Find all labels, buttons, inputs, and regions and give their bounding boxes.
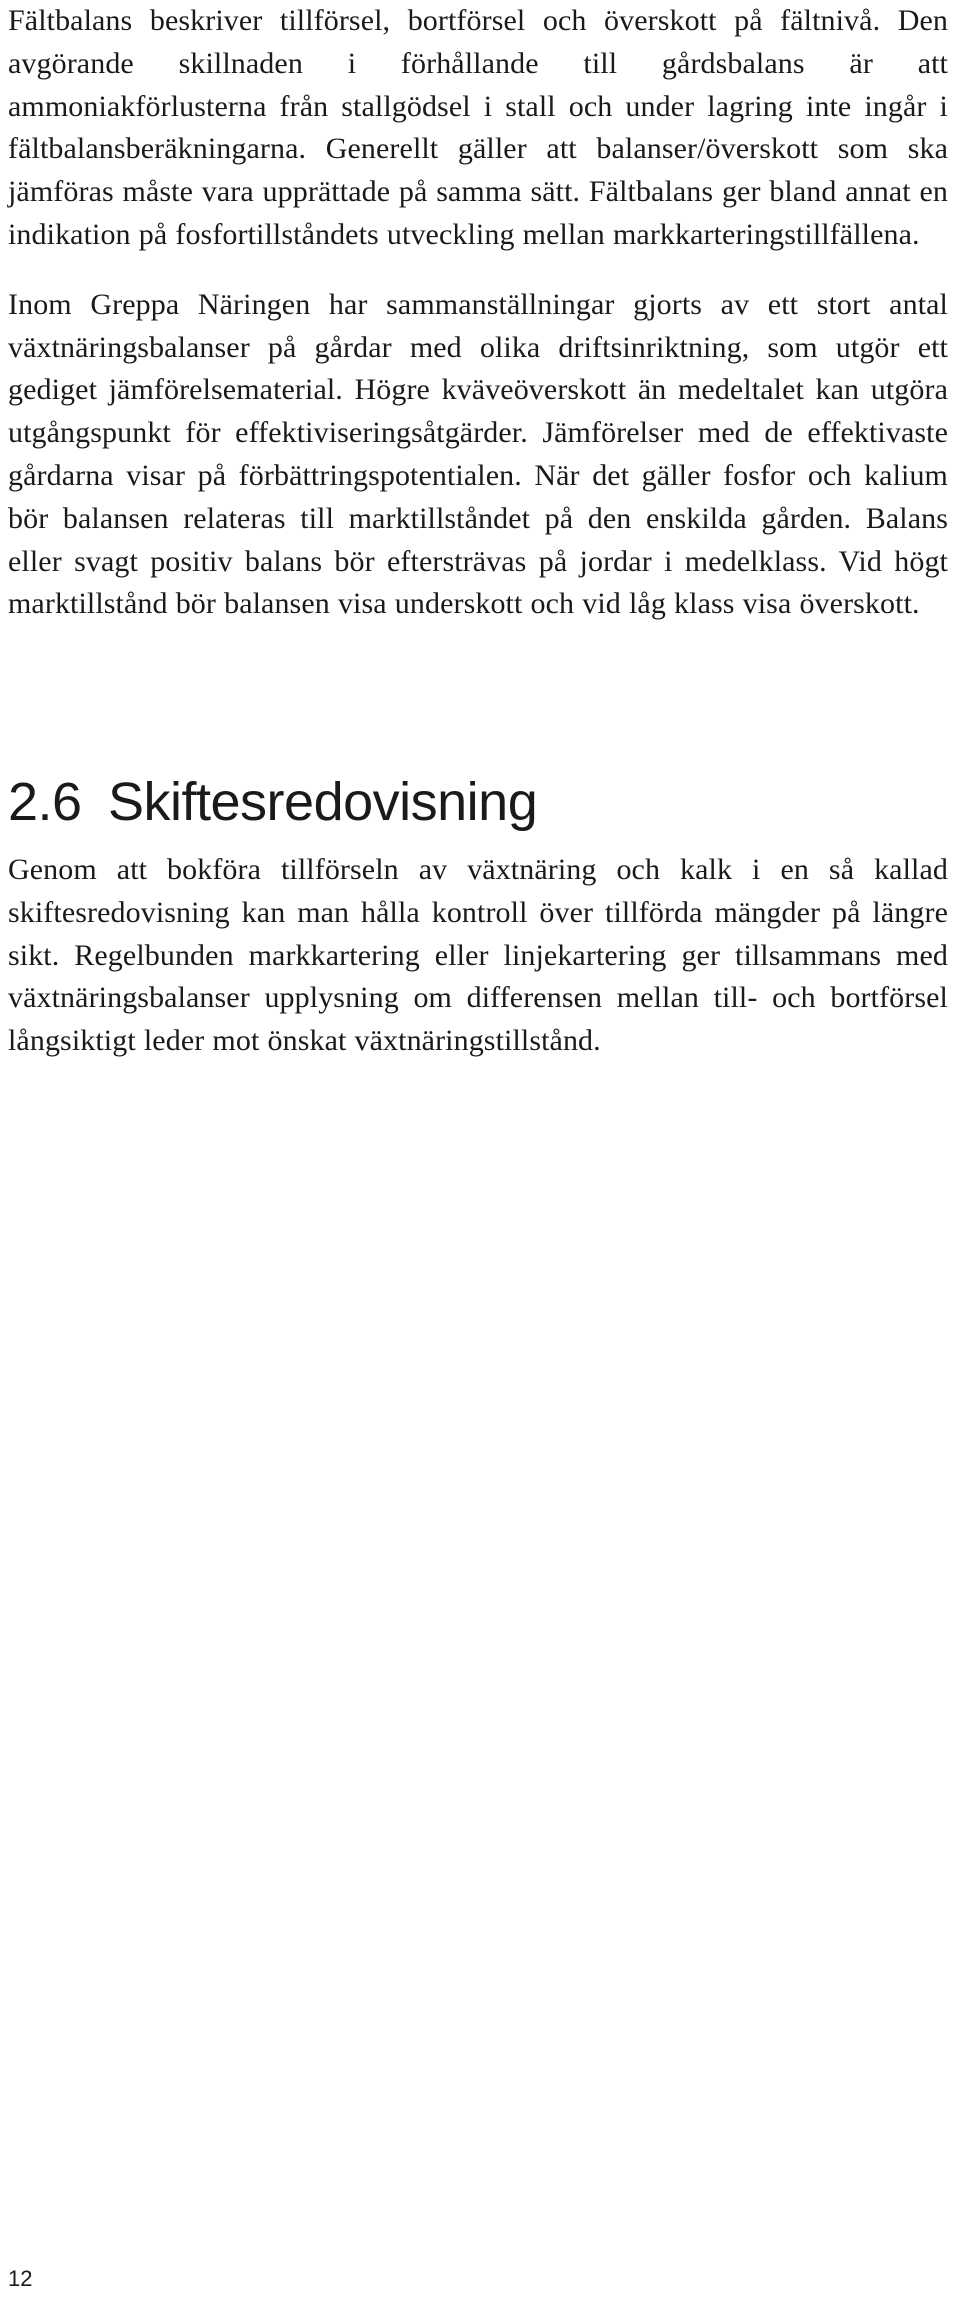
section-heading <box>8 770 537 834</box>
paragraph-faltbalans: Fältbalans beskriver tillförsel, bortförsel och överskott på fältnivå. Den avgörande skillnaden i förhållande till gårdsbalans är att ammoniakförlusterna från stallgödsel i stall och under lagring inte ingår i fältbalansberäkningarna. Generellt gäller att balanser/överskott som ska jämföras måste vara upprättade på samma sätt. Fältbalans ger bland annat en indikation på fosfortillståndets utveckling mellan markkarteringstillfällena. <box>8 4 948 251</box>
page-number: 12 <box>8 2266 33 2291</box>
section-title: Skiftesredovisning <box>108 772 538 832</box>
paragraph-greppa-naringen: Inom Greppa Näringen har sammanställningar gjorts av ett stort antal växtnäringsbalanser på gårdar med olika driftsinriktning, som utgör ett gediget jämförelsematerial. Högre kväveöverskott än medeltalet kan utgöra utgångspunkt för effektiviseringsåtgärder. Jämförelser med de effektivaste gårdarna visar på förbättringspotentialen. När det gäller fosfor och kalium bör balansen relateras till marktillståndet på den enskilda gården. Balans eller svagt positiv balans bör eftersträvas på jordar i medelklass. Vid högt marktillstånd bör balansen visa underskott och vid låg klass visa överskott. <box>8 287 948 621</box>
paragraph-skiftesredovisning: Genom att bokföra tillförseln av växtnäring och kalk i en så kallad skiftesredovisning kan man hålla kontroll över tillförda mängder på längre sikt. Regelbunden markkartering eller linjekartering ger tillsammans med växtnäringsbalanser upplysning om differensen mellan till- och bortförsel långsiktigt leder mot önskat växtnäringstillstånd. <box>8 853 948 1058</box>
section-number: 2.6 <box>8 772 82 832</box>
section-body <box>8 849 948 1063</box>
page-content <box>8 0 948 1058</box>
